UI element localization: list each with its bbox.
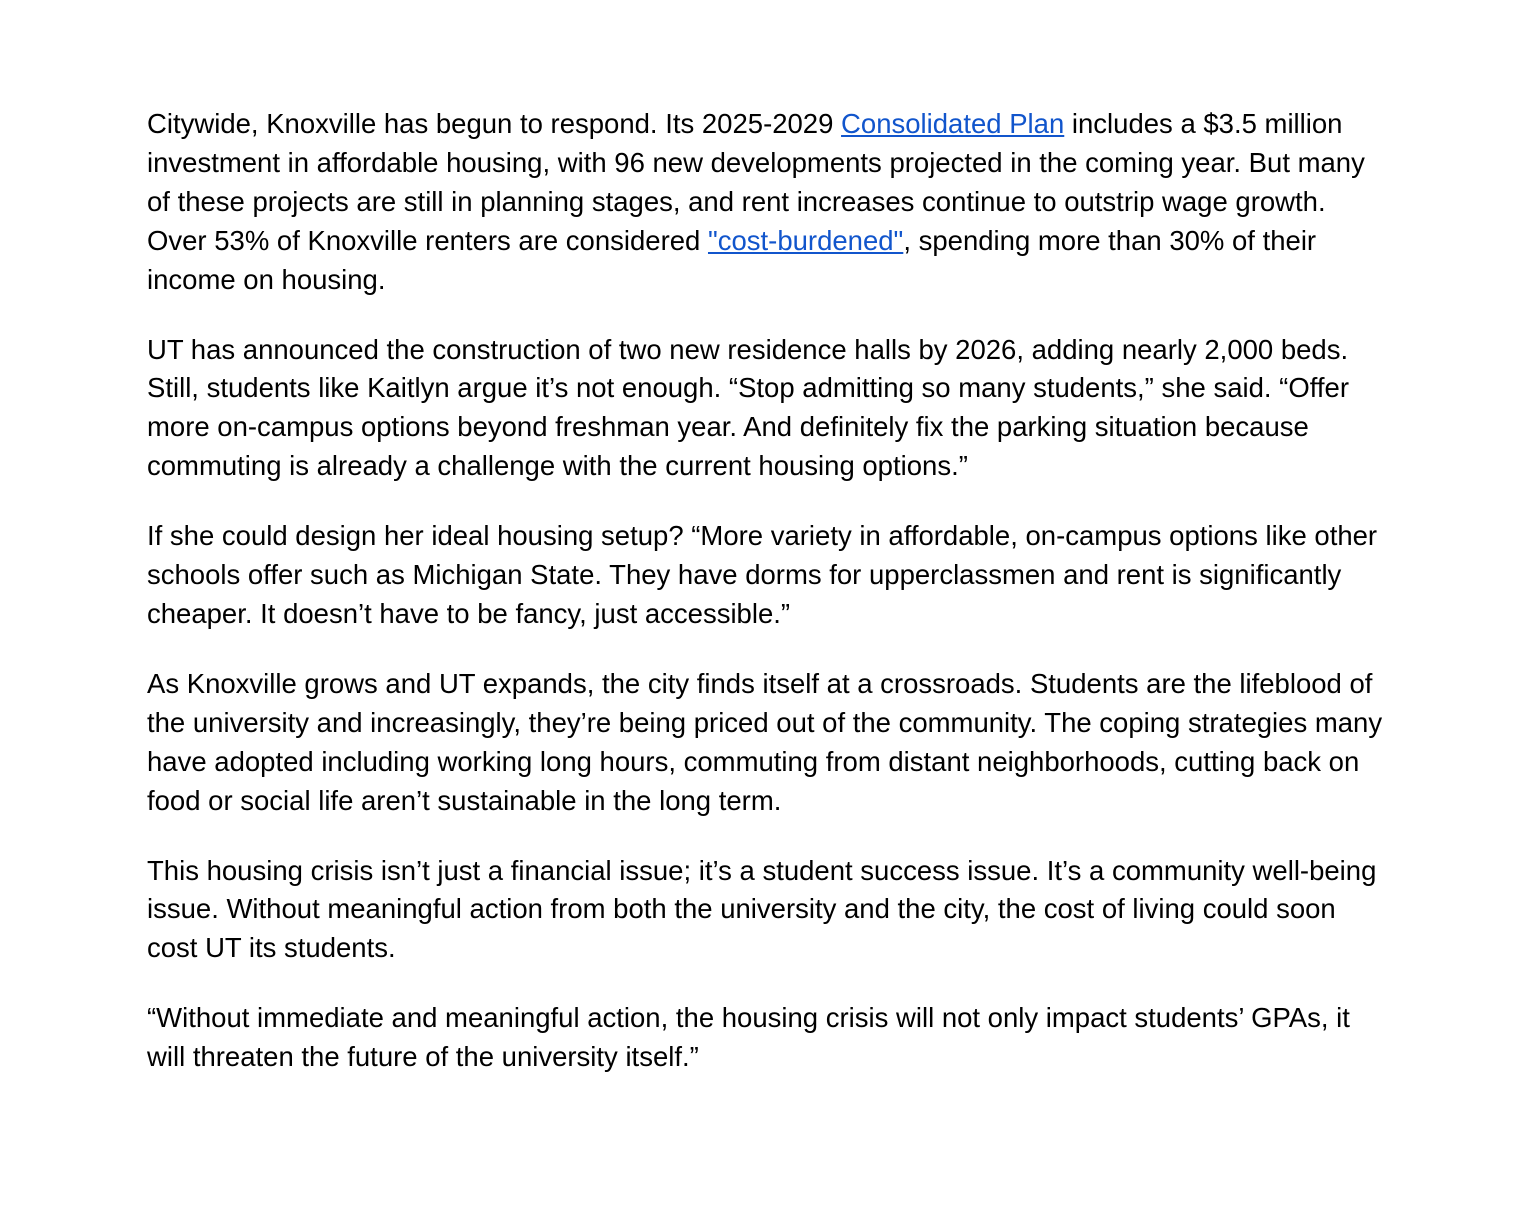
paragraph-crossroads: As Knoxville grows and UT expands, the city finds itself at a crossroads. Students are the lifeblood of the university and increasingly, they’re being priced out of the community. The coping strategies many have adopted including working long hours, commuting from distant neighborhoods, cutting back on food or social life aren’t sustainable in the long term. bbox=[147, 667, 1383, 816]
paragraph-text: Citywide, Knoxville has begun to respond. Its 2025-2029 bbox=[147, 108, 842, 139]
consolidated-plan-link[interactable]: Consolidated Plan bbox=[841, 108, 1065, 139]
paragraph-ideal-housing: If she could design her ideal housing setup? “More variety in affordable, on-campus options like other schools offer such as Michigan State. They have dorms for upperclassmen and rent is significantly cheaper. It doesn’t have to be fancy, just accessible.” bbox=[147, 520, 1378, 629]
cost-burdened-link[interactable]: "cost-burdened" bbox=[707, 224, 904, 256]
paragraph-housing-crisis: This housing crisis isn’t just a financial issue; it’s a student success issue. It’s a community well-being issue. Without meaningful action from both the university and the city, the cost of living could soon cost UT its students. bbox=[147, 854, 1377, 964]
paragraph-residence-halls: UT has announced the construction of two new residence halls by 2026, adding nearly 2,000 beds. Still, students like Kaitlyn argue it’s not enough. “Stop admitting so many students,” she said. “Offer more on-campus options beyond freshman year. And definitely fix the parking situation because commuting is already a challenge with the current housing options.” bbox=[147, 333, 1349, 482]
document-body bbox=[147, 105, 1392, 1108]
paragraph-consolidated-plan bbox=[147, 105, 1392, 300]
paragraph-text: includes a $3.5 million investment in affordable housing, with 96 new developments projected in the coming year. But many of these projects are still in planning stages, and rent increases continue to outstrip wage growth. Over 53% of Knoxville renters are considered bbox=[147, 108, 1365, 256]
paragraph-closing-quote: “Without immediate and meaningful action, the housing crisis will not only impact students’ GPAs, it will threaten the future of the university itself.” bbox=[147, 1002, 1350, 1073]
paragraph-text: , spending more than 30% of their income on housing. bbox=[147, 224, 1317, 295]
